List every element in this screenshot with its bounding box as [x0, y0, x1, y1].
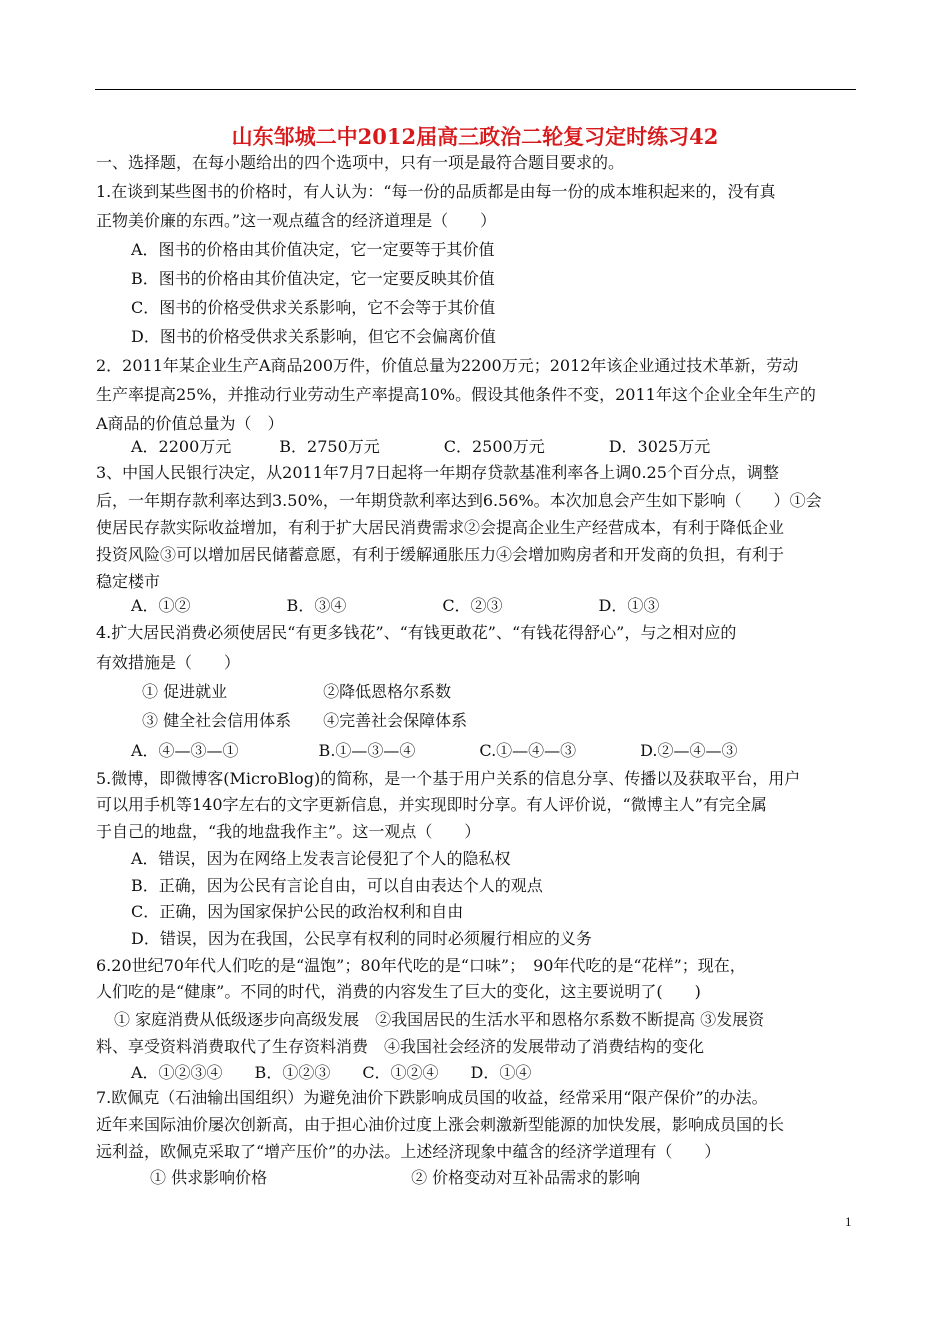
q1-option-a: A．图书的价格由其价值决定，它一定要等于其价值 — [131, 240, 495, 259]
q3-stem: 投资风险③可以增加居民储蓄意愿，有利于缓解通胀压力④会增加购房者和开发商的负担，有利于 — [96, 545, 785, 564]
q6-items: ① 家庭消费从低级逐步向高级发展 ②我国居民的生活水平和恩格尔系数不断提高 ③发展资 — [114, 1010, 765, 1029]
q4-options: A．④—③—① B.①—③—④ C.①—④—③ D.②—④—③ — [131, 741, 738, 760]
q1-option-b: B．图书的价格由其价值决定，它一定要反映其价值 — [131, 269, 495, 288]
q1-stem: 正物美价廉的东西。”这一观点蕴含的经济道理是（ ） — [96, 211, 497, 230]
q4-item: ③ 健全社会信用体系 ④完善社会保障体系 — [142, 711, 468, 730]
page-number: 1 — [845, 1214, 852, 1229]
q2-stem: A商品的价值总量为（ ） — [96, 414, 284, 433]
q3-stem: 3、中国人民银行决定，从2011年7月7日起将一年期存贷款基准利率各上调0.25个百分点，调整 — [96, 463, 779, 482]
q1-option-d: D．图书的价格受供求关系影响，但它不会偏离价值 — [131, 327, 496, 346]
q4-stem: 4.扩大居民消费必须使居民“有更多钱花”、“有钱更敢花”、“有钱花得舒心”，与之相对应的 — [96, 623, 737, 642]
q6-stem: 6.20世纪70年代人们吃的是“温饱”；80年代吃的是“口味”； 90年代吃的是“花样”；现在， — [96, 956, 746, 975]
q5-stem: 可以用手机等140字左右的文字更新信息，并实现即时分享。有人评价说，“微博主人”有完全属 — [96, 795, 767, 814]
q3-stem: 稳定楼市 — [96, 572, 161, 591]
q1-option-c: C．图书的价格受供求关系影响，它不会等于其价值 — [131, 298, 496, 317]
q5-option-d: D．错误，因为在我国，公民享有权利的同时必须履行相应的义务 — [131, 929, 592, 948]
q7-stem: 远利益，欧佩克采取了“增产压价”的办法。上述经济现象中蕴含的经济学道理有（ ） — [96, 1142, 721, 1161]
q6-stem: 人们吃的是“健康”。不同的时代，消费的内容发生了巨大的变化，这主要说明了( ) — [96, 982, 701, 1001]
q5-stem: 5.微博，即微博客(MicroBlog)的简称，是一个基于用户关系的信息分享、传播以及获取平台，用户 — [96, 769, 801, 788]
q5-option-b: B．正确，因为公民有言论自由，可以自由表达个人的观点 — [131, 876, 543, 895]
section-heading: 一、选择题，在每小题给出的四个选项中，只有一项是最符合题目要求的。 — [96, 153, 625, 172]
page-title: 山东邹城二中2012届高三政治二轮复习定时练习42 — [231, 124, 719, 149]
q5-stem: 于自己的地盘，“我的地盘我作主”。这一观点（ ） — [96, 822, 481, 841]
q2-stem: 2．2011年某企业生产A商品200万件，价值总量为2200万元；2012年该企业通过技术革新，劳动 — [96, 356, 799, 375]
q7-stem: 近年来国际油价屡次创新高，由于担心油价过度上涨会刺激新型能源的加快发展，影响成员国的长 — [96, 1115, 785, 1134]
q7-stem: 7.欧佩克（石油输出国组织）为避免油价下跌影响成员国的收益，经常采用“限产保价”的办法。 — [96, 1088, 768, 1107]
q3-options: A．①② B．③④ C．②③ D．①③ — [131, 596, 660, 615]
q1-stem: 1.在谈到某些图书的价格时，有人认为：“每一份的品质都是由每一份的成本堆积起来的，没有真 — [96, 182, 776, 201]
q2-options: A．2200万元 B．2750万元 C．2500万元 D．3025万元 — [131, 437, 711, 456]
q5-option-a: A．错误，因为在网络上发表言论侵犯了个人的隐私权 — [131, 849, 511, 868]
q3-stem: 后，一年期存款利率达到3.50%，一年期贷款利率达到6.56%。本次加息会产生如下影响（ ）①会 — [96, 491, 822, 510]
header-rule — [95, 89, 856, 90]
q4-stem: 有效措施是（ ） — [96, 653, 241, 672]
q7-items: ① 供求影响价格 ② 价格变动对互补品需求的影响 — [150, 1168, 641, 1187]
q6-items: 料、享受资料消费取代了生存资料消费 ④我国社会经济的发展带动了消费结构的变化 — [96, 1037, 705, 1056]
q3-stem: 使居民存款实际收益增加，有利于扩大居民消费需求②会提高企业生产经营成本，有利于降低企业 — [96, 518, 785, 537]
q5-option-c: C．正确，因为国家保护公民的政治权利和自由 — [131, 902, 464, 921]
q2-stem: 生产率提高25%，并推动行业劳动生产率提高10%。假设其他条件不变，2011年这个企业全年生产的 — [96, 385, 816, 404]
q6-options: A．①②③④ B．①②③ C．①②④ D．①④ — [131, 1063, 532, 1082]
q4-item: ① 促进就业 ②降低恩格尔系数 — [142, 682, 452, 701]
